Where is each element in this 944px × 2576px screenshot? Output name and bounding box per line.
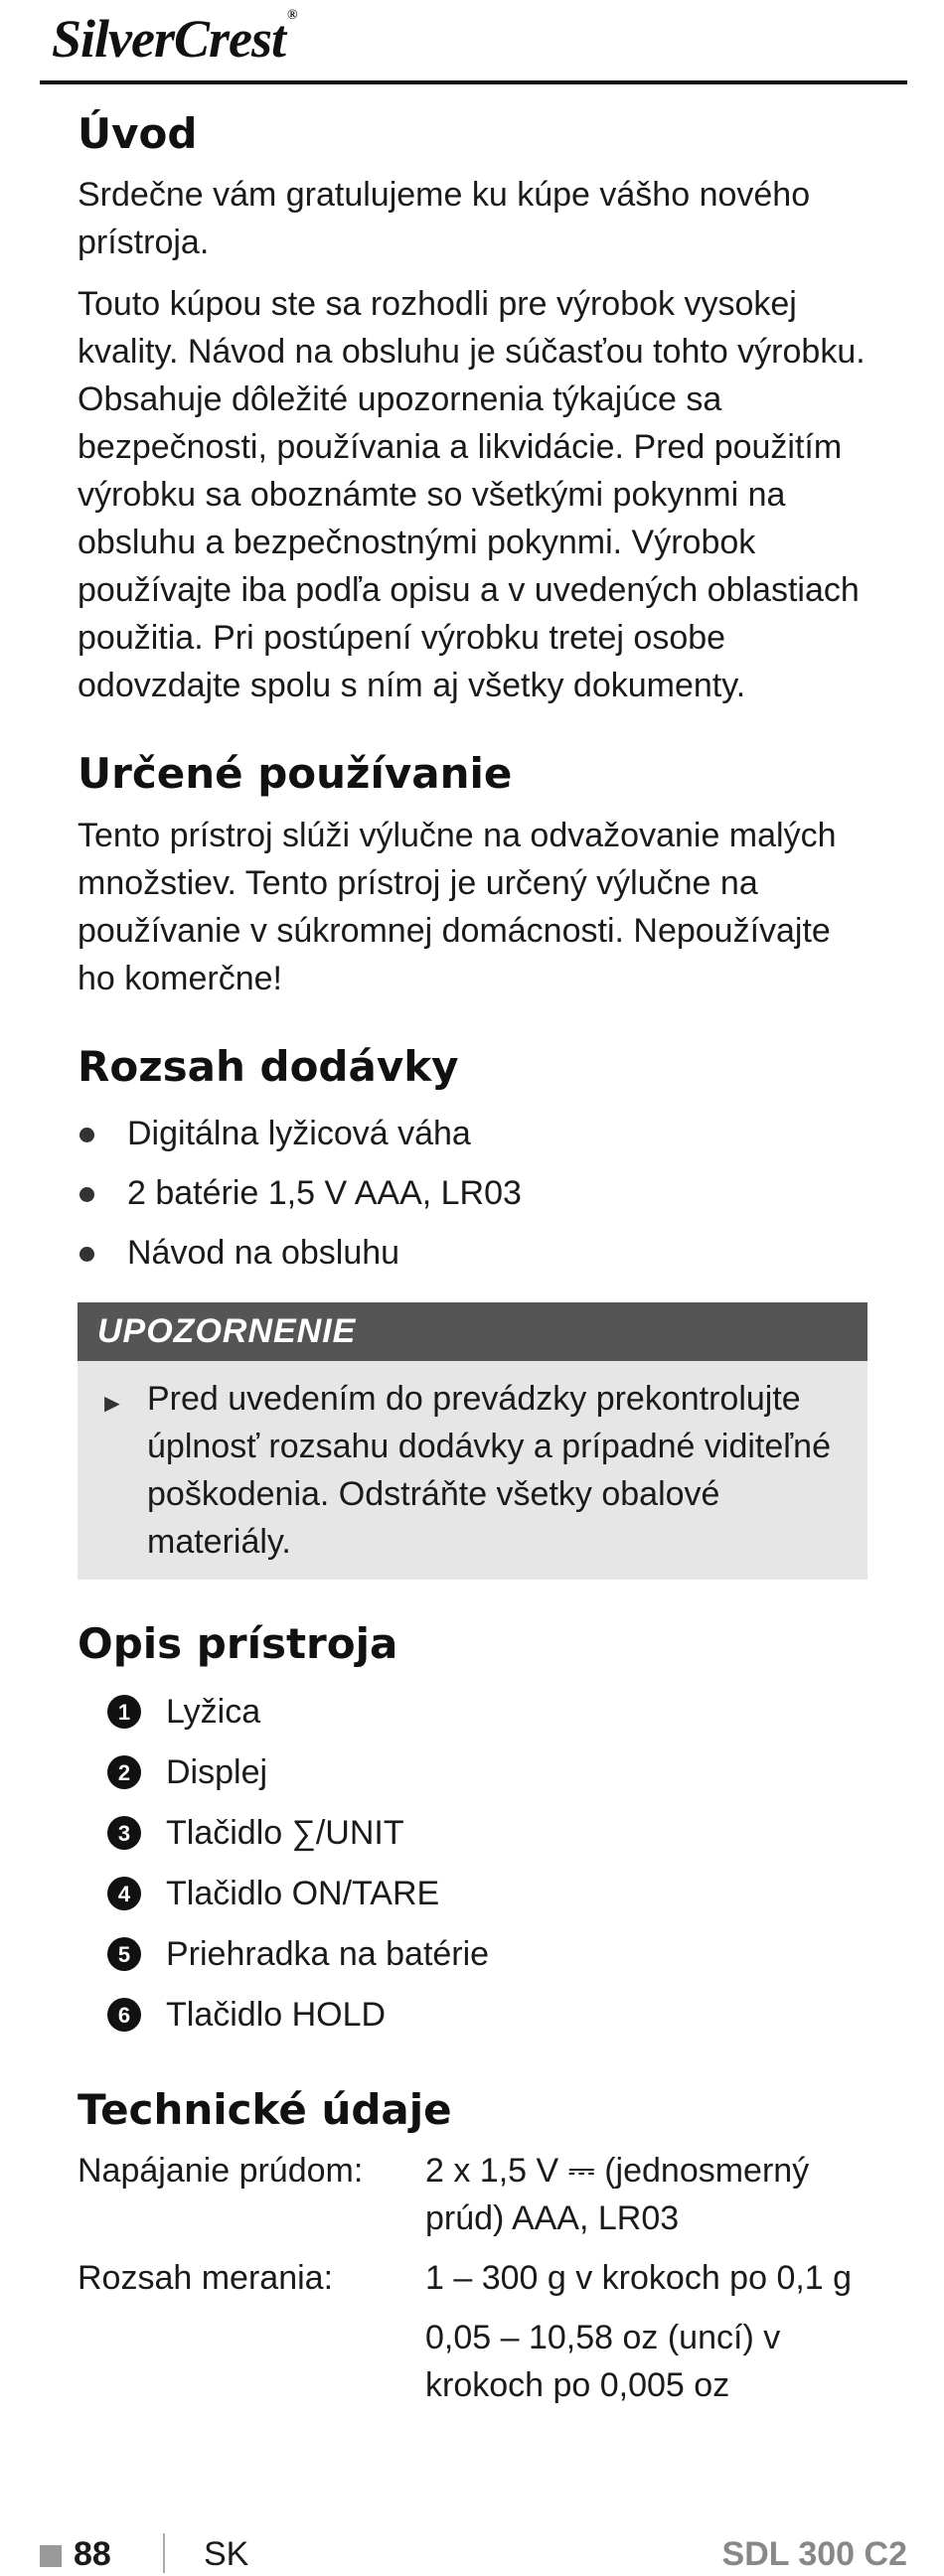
- list-item: [107, 1924, 872, 1985]
- list-item: [107, 1682, 872, 1743]
- description-title: Opis prístroja: [78, 1619, 398, 1669]
- intro-title: Úvod: [78, 109, 198, 158]
- number-badge-icon: 2: [107, 1755, 141, 1789]
- spec-key: [78, 2314, 425, 2421]
- tech-section: [78, 2085, 872, 2421]
- part-label: Tlačidlo HOLD: [166, 1995, 387, 2034]
- part-label: Priehradka na batérie: [166, 1934, 490, 1973]
- page-footer: [40, 2531, 907, 2575]
- description-section: [78, 1619, 872, 2045]
- page-number: 88: [74, 2535, 111, 2573]
- parts-list: [107, 1682, 872, 2046]
- notice-body: [78, 1361, 867, 1580]
- part-label: Lyžica: [166, 1692, 261, 1731]
- spec-value: 1 – 300 g v krokoch po 0,1 g: [425, 2258, 853, 2297]
- page-content: [78, 109, 872, 2421]
- intro-paragraph-2: Touto kúpou ste sa rozhodli pre výrobok vysokej kvality. Návod na obsluhu je súčasťou tohto výrobku. Obsahuje dôležité upozornenia týkajúce sa bezpečnosti, používania a likvidácie. Pred použitím výrobku sa oboznámte so všetkými pokynmi na obsluhu a bezpečnostnými pokynmi. Výrobok používajte iba podľa opisu a v uvedených oblastiach použitia. Pri postúpení výrobku tretej osobe odovzdajte spolu s ním aj všetky dokumenty.: [78, 285, 865, 705]
- number-badge-icon: 5: [107, 1937, 141, 1971]
- list-item: [107, 1985, 872, 2046]
- spec-value: 0,05 – 10,58 oz (uncí) v krokoch po 0,005 oz: [425, 2318, 781, 2404]
- spec-table: [78, 2147, 872, 2421]
- spec-key: Rozsah merania:: [78, 2258, 334, 2297]
- list-item-text: 2 batérie 1,5 V AAA, LR03: [127, 1174, 522, 1213]
- list-item: [107, 1864, 872, 1924]
- list-item: [107, 1743, 872, 1803]
- brand-name: SilverCrest: [52, 9, 286, 69]
- scope-list: [78, 1104, 872, 1283]
- notice-box: [78, 1302, 867, 1580]
- scope-title: Rozsah dodávky: [78, 1041, 459, 1091]
- spec-value: 2 x 1,5 V ⎓ (jednosmerný prúd) AAA, LR03: [425, 2151, 810, 2237]
- list-item: [78, 1104, 872, 1163]
- spec-key: Napájanie prúdom:: [78, 2151, 364, 2190]
- part-label: Tlačidlo ∑/UNIT: [166, 1813, 404, 1852]
- footer-divider: [163, 2533, 165, 2573]
- bullet-icon: [79, 1187, 94, 1202]
- intro-section: [78, 109, 872, 709]
- language-code: SK: [204, 2535, 249, 2573]
- intro-paragraph-1: Srdečne vám gratulujeme ku kúpe vášho nového prístroja.: [78, 176, 811, 262]
- list-item: [78, 1163, 872, 1223]
- list-item: [107, 1803, 872, 1864]
- tech-title: Technické údaje: [78, 2084, 452, 2134]
- registered-mark: ®: [287, 8, 297, 23]
- arrow-right-icon: ►: [99, 1388, 125, 1419]
- notice-heading: UPOZORNENIE: [78, 1302, 867, 1361]
- brand-logo: [52, 8, 296, 70]
- list-item-text: Návod na obsluhu: [127, 1234, 400, 1273]
- intended-use-paragraph: Tento prístroj slúži výlučne na odvažovanie malých množstiev. Tento prístroj je určený výlučne na používanie v súkromnej domácnosti. Nepoužívajte ho komerčne!: [78, 816, 837, 997]
- number-badge-icon: 1: [107, 1695, 141, 1729]
- header-rule: [40, 80, 907, 84]
- table-row: [78, 2147, 872, 2254]
- bullet-icon: [79, 1247, 94, 1262]
- number-badge-icon: 4: [107, 1877, 141, 1910]
- intended-use-section: [78, 749, 872, 1001]
- bullet-icon: [79, 1128, 94, 1142]
- part-label: Displej: [166, 1752, 268, 1791]
- list-item: [78, 1223, 872, 1283]
- table-row: [78, 2254, 872, 2314]
- scope-section: [78, 1042, 872, 1283]
- notice-text: Pred uvedením do prevádzky prekontrolujte úplnosť rozsahu dodávky a prípadné viditeľné poškodenia. Odstráňte všetky obalové materiály.: [147, 1380, 832, 1562]
- number-badge-icon: 3: [107, 1816, 141, 1850]
- part-label: Tlačidlo ON/TARE: [166, 1874, 440, 1912]
- list-item-text: Digitálna lyžicová váha: [127, 1115, 471, 1153]
- model-number: SDL 300 C2: [721, 2535, 907, 2573]
- square-icon: [40, 2545, 62, 2567]
- intended-use-title: Určené používanie: [78, 749, 513, 799]
- number-badge-icon: 6: [107, 1998, 141, 2032]
- table-row: [78, 2314, 872, 2421]
